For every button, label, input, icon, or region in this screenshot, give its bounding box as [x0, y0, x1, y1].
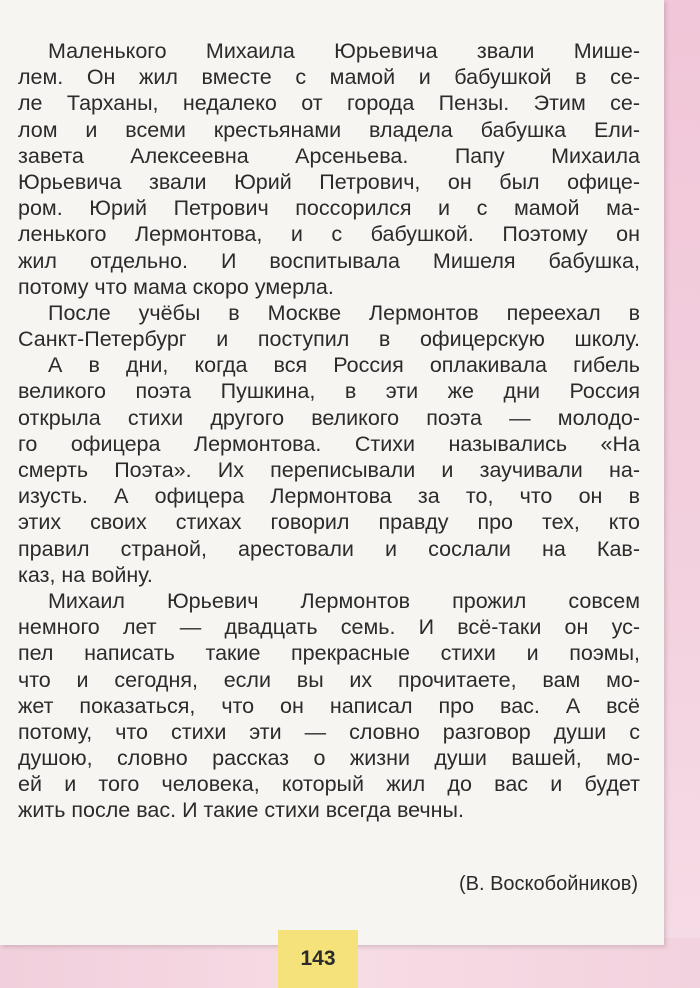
author-attribution: (В. Воскобойников)	[458, 873, 638, 895]
story-text	[18, 38, 640, 824]
text-line: ле Тарханы, недалеко от города Пензы. Этим се-	[18, 91, 640, 116]
text-line: ром. Юрий Петрович поссорился и с мамой ма-	[18, 196, 640, 221]
text-line: Юрьевича звали Юрий Петрович, он был офице-	[18, 169, 640, 194]
text-line: потому, что стихи эти — словно разговор души с	[18, 719, 640, 744]
text-line: жил отдельно. И воспитывала Мишеля бабушка,	[18, 248, 640, 273]
pink-margin-strip	[662, 0, 700, 988]
text-line: лем. Он жил вместе с мамой и бабушкой в се-	[18, 65, 640, 90]
text-line: великого поэта Пушкина, в эти же дни Россия	[18, 379, 640, 404]
text-line: После учёбы в Москве Лермонтов переехал в	[48, 300, 640, 325]
text-line: ей и того человека, который жил до вас и будет	[18, 772, 640, 797]
text-line: Санкт-Петербург и поступил в офицерскую школу.	[18, 327, 640, 352]
text-line: пел написать такие прекрасные стихи и поэмы,	[18, 641, 640, 666]
text-line: каз, на войну.	[18, 562, 153, 587]
text-line: жить после вас. И такие стихи всегда вечны.	[18, 798, 464, 823]
paragraph-3	[18, 352, 640, 588]
text-line: завета Алексеевна Арсеньева. Папу Михаила	[18, 143, 640, 168]
text-line: немного лет — двадцать семь. И всё-таки он ус-	[18, 615, 640, 640]
text-line: что и сегодня, если вы их прочитаете, вам мо-	[18, 667, 640, 692]
text-line: А в дни, когда вся Россия оплакивала гибель	[48, 353, 640, 378]
text-line: душою, словно рассказ о жизни души вашей, мо-	[18, 746, 640, 771]
text-line: этих своих стихах говорил правду про тех, кто	[18, 510, 640, 535]
text-line: Маленького Михаила Юрьевича звали Мише-	[48, 39, 640, 63]
text-line: правил страной, арестовали и сослали на Кав-	[18, 536, 640, 561]
text-line: ленького Лермонтова, и с бабушкой. Поэтому он	[18, 222, 640, 247]
text-line: потому что мама скоро умерла.	[18, 274, 334, 299]
text-line: жет показаться, что он написал про вас. А всё	[18, 693, 640, 718]
text-line: Михаил Юрьевич Лермонтов прожил совсем	[48, 588, 640, 613]
text-line: лом и всеми крестьянами владела бабушка Ели-	[18, 117, 640, 142]
text-line: открыла стихи другого великого поэта — молодо-	[18, 405, 640, 430]
paragraph-1	[18, 38, 640, 300]
text-line: смерть Поэта». Их переписывали и заучивали на-	[18, 458, 640, 482]
text-line: го офицера Лермонтова. Стихи назывались «На	[18, 431, 640, 456]
paragraph-2	[18, 300, 640, 352]
page-number: 143	[278, 930, 358, 988]
paragraph-4	[18, 588, 640, 824]
text-line: изусть. А офицера Лермонтова за то, что он в	[18, 484, 640, 509]
